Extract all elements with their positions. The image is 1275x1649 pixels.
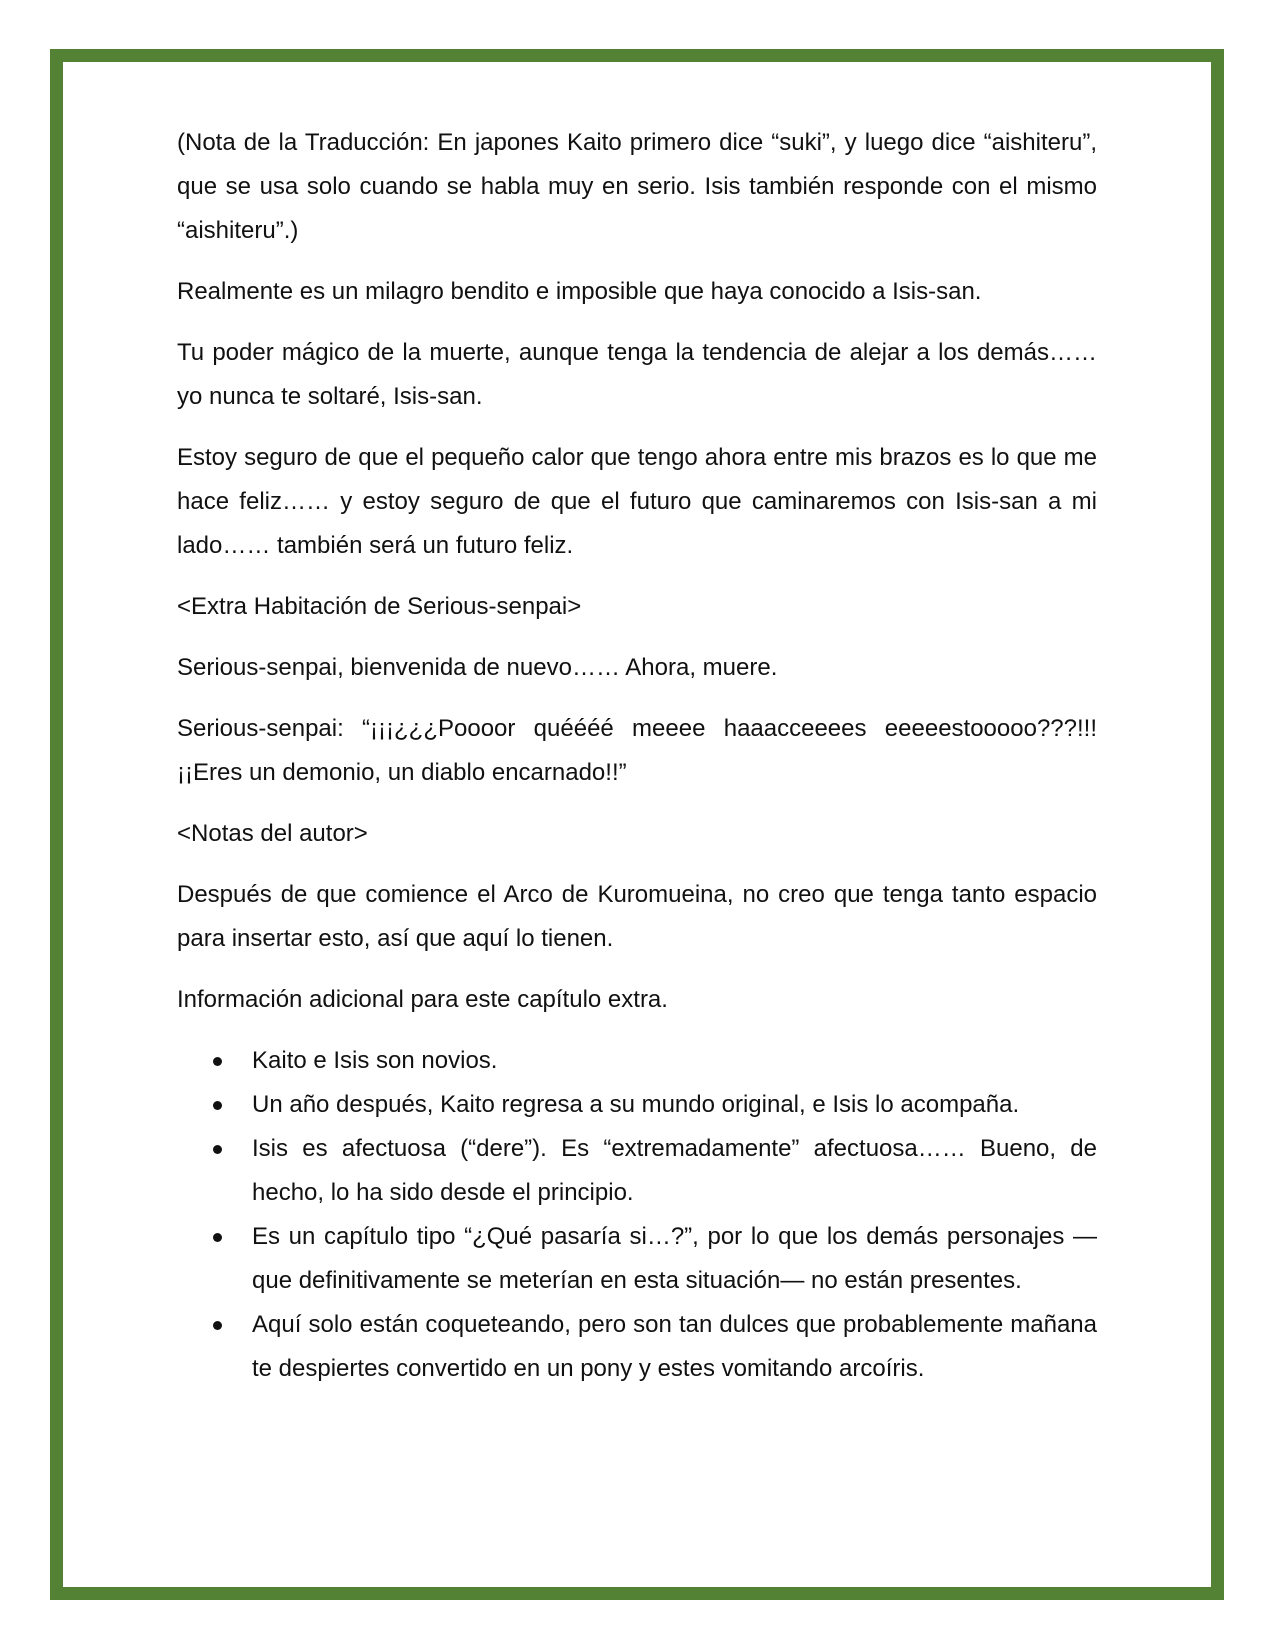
list-item bbox=[177, 1083, 1097, 1127]
bullet-icon bbox=[213, 1145, 222, 1154]
list-item bbox=[177, 1039, 1097, 1083]
info-bullet-list bbox=[177, 1039, 1097, 1391]
translation-note-paragraph: (Nota de la Traducción: En japones Kaito primero dice “suki”, y luego dice “aishiteru”, que se usa solo cuando se habla muy en serio. Isis también responde con el mismo “aishiteru”.) bbox=[177, 129, 1097, 244]
list-item-text: Un año después, Kaito regresa a su mundo original, e Isis lo acompaña. bbox=[252, 1091, 1020, 1118]
list-item-text: Kaito e Isis son novios. bbox=[252, 1047, 498, 1074]
document-body bbox=[177, 121, 1097, 1391]
body-paragraph: Serious-senpai, bienvenida de nuevo…… Ahora, muere. bbox=[177, 654, 778, 681]
body-paragraph: Información adicional para este capítulo extra. bbox=[177, 986, 668, 1013]
list-item-text: Isis es afectuosa (“dere”). Es “extremadamente” afectuosa…… Bueno, de hecho, lo ha sido desde el principio. bbox=[252, 1135, 1097, 1206]
list-item-text: Es un capítulo tipo “¿Qué pasaría si…?”, por lo que los demás personajes —que definitivamente se meterían en esta situación— no están presentes. bbox=[252, 1223, 1097, 1294]
body-paragraph: Realmente es un milagro bendito e imposible que haya conocido a Isis-san. bbox=[177, 278, 982, 305]
body-paragraph: Tu poder mágico de la muerte, aunque tenga la tendencia de alejar a los demás…… yo nunca te soltaré, Isis-san. bbox=[177, 339, 1097, 410]
bullet-icon bbox=[213, 1057, 222, 1066]
list-item bbox=[177, 1127, 1097, 1215]
section-heading-extra: <Extra Habitación de Serious-senpai> bbox=[177, 593, 582, 620]
list-item-text: Aquí solo están coqueteando, pero son tan dulces que probablemente mañana te despiertes convertido en un pony y estes vomitando arcoíris. bbox=[252, 1311, 1097, 1382]
body-paragraph: Estoy seguro de que el pequeño calor que tengo ahora entre mis brazos es lo que me hace feliz…… y estoy seguro de que el futuro que caminaremos con Isis-san a mi lado…… también será un futuro feliz. bbox=[177, 444, 1097, 559]
list-item bbox=[177, 1215, 1097, 1303]
list-item bbox=[177, 1303, 1097, 1391]
body-paragraph: Después de que comience el Arco de Kuromueina, no creo que tenga tanto espacio para insertar esto, así que aquí lo tienen. bbox=[177, 881, 1097, 952]
bullet-icon bbox=[213, 1101, 222, 1110]
bullet-icon bbox=[213, 1233, 222, 1242]
dialogue-paragraph: Serious-senpai: “¡¡¡¿¿¿Poooor quéééé meeee haaacceeees eeeeestooooo???!!! ¡¡Eres un demonio, un diablo encarnado!!” bbox=[177, 715, 1097, 786]
bullet-icon bbox=[213, 1321, 222, 1330]
section-heading-author-notes: <Notas del autor> bbox=[177, 820, 368, 847]
